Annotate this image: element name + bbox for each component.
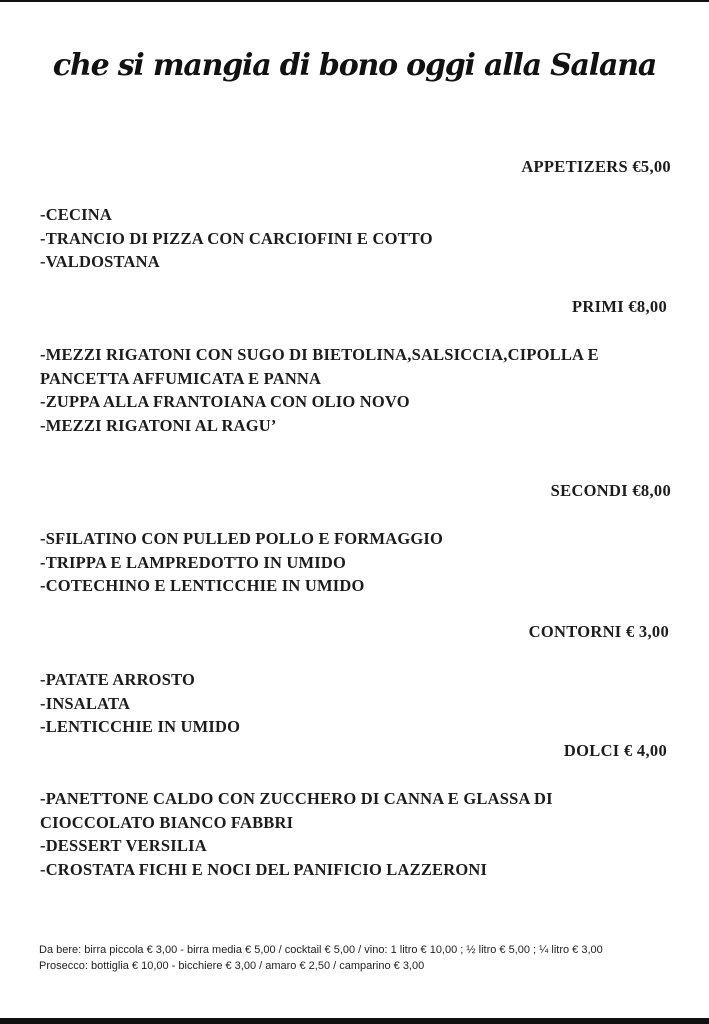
menu-title: che si mangia di bono oggi alla Salana bbox=[52, 48, 657, 83]
section-heading-secondi: SECONDI €8,00 bbox=[550, 481, 671, 500]
section-heading-contorni: CONTORNI € 3,00 bbox=[528, 622, 669, 641]
menu-item: -MEZZI RIGATONI CON SUGO DI BIETOLINA,SALSICCIA,CIPOLLA E bbox=[40, 345, 599, 364]
section-heading-dolci: DOLCI € 4,00 bbox=[563, 741, 667, 760]
menu-item: -TRIPPA E LAMPREDOTTO IN UMIDO bbox=[40, 552, 347, 572]
menu-item: PANCETTA AFFUMICATA E PANNA bbox=[40, 368, 322, 388]
menu-item: -LENTICCHIE IN UMIDO bbox=[40, 717, 241, 737]
drinks-note bbox=[39, 942, 699, 974]
menu-item: -ZUPPA ALLA FRANTOIANA CON OLIO NOVO bbox=[40, 392, 410, 412]
menu-item: -CROSTATA FICHI E NOCI DEL PANIFICIO LAZZERONI bbox=[40, 859, 488, 879]
menu-item: -CECINA bbox=[40, 205, 112, 224]
menu-item: -TRANCIO DI PIZZA CON CARCIOFINI E COTTO bbox=[40, 228, 433, 248]
menu-item: -DESSERT VERSILIA bbox=[40, 836, 207, 856]
section-heading-primi: PRIMI €8,00 bbox=[572, 297, 667, 316]
top-border bbox=[0, 0, 709, 2]
menu-item: -MEZZI RIGATONI AL RAGU’ bbox=[40, 415, 277, 435]
drinks-line: Prosecco: bottiglia € 10,00 - bicchiere € 3,00 / amaro € 2,50 / camparino € 3,00 bbox=[39, 960, 425, 972]
section-items-secondi bbox=[40, 527, 680, 598]
menu-item: -INSALATA bbox=[40, 693, 131, 713]
bottom-border bbox=[0, 1018, 709, 1024]
menu-item: -SFILATINO CON PULLED POLLO E FORMAGGIO bbox=[40, 529, 444, 548]
menu-item: -COTECHINO E LENTICCHIE IN UMIDO bbox=[40, 576, 365, 596]
section-heading-appetizers: APPETIZERS €5,00 bbox=[521, 157, 671, 176]
section-items-contorni bbox=[40, 668, 680, 739]
menu-item: -PATATE ARROSTO bbox=[40, 670, 196, 689]
section-items-appetizers bbox=[40, 203, 680, 274]
menu-item: -VALDOSTANA bbox=[40, 252, 160, 272]
section-items-primi bbox=[40, 343, 680, 437]
drinks-line: Da bere: birra piccola € 3,00 - birra media € 5,00 / cocktail € 5,00 / vino: 1 litro € 10,00 ; ½ litro € 5,00 ; ¼ litro € 3,00 bbox=[39, 944, 603, 956]
section-items-dolci bbox=[40, 787, 680, 881]
menu-item: -PANETTONE CALDO CON ZUCCHERO DI CANNA E GLASSA DI bbox=[40, 789, 553, 808]
menu-item: CIOCCOLATO BIANCO FABBRI bbox=[40, 812, 294, 832]
